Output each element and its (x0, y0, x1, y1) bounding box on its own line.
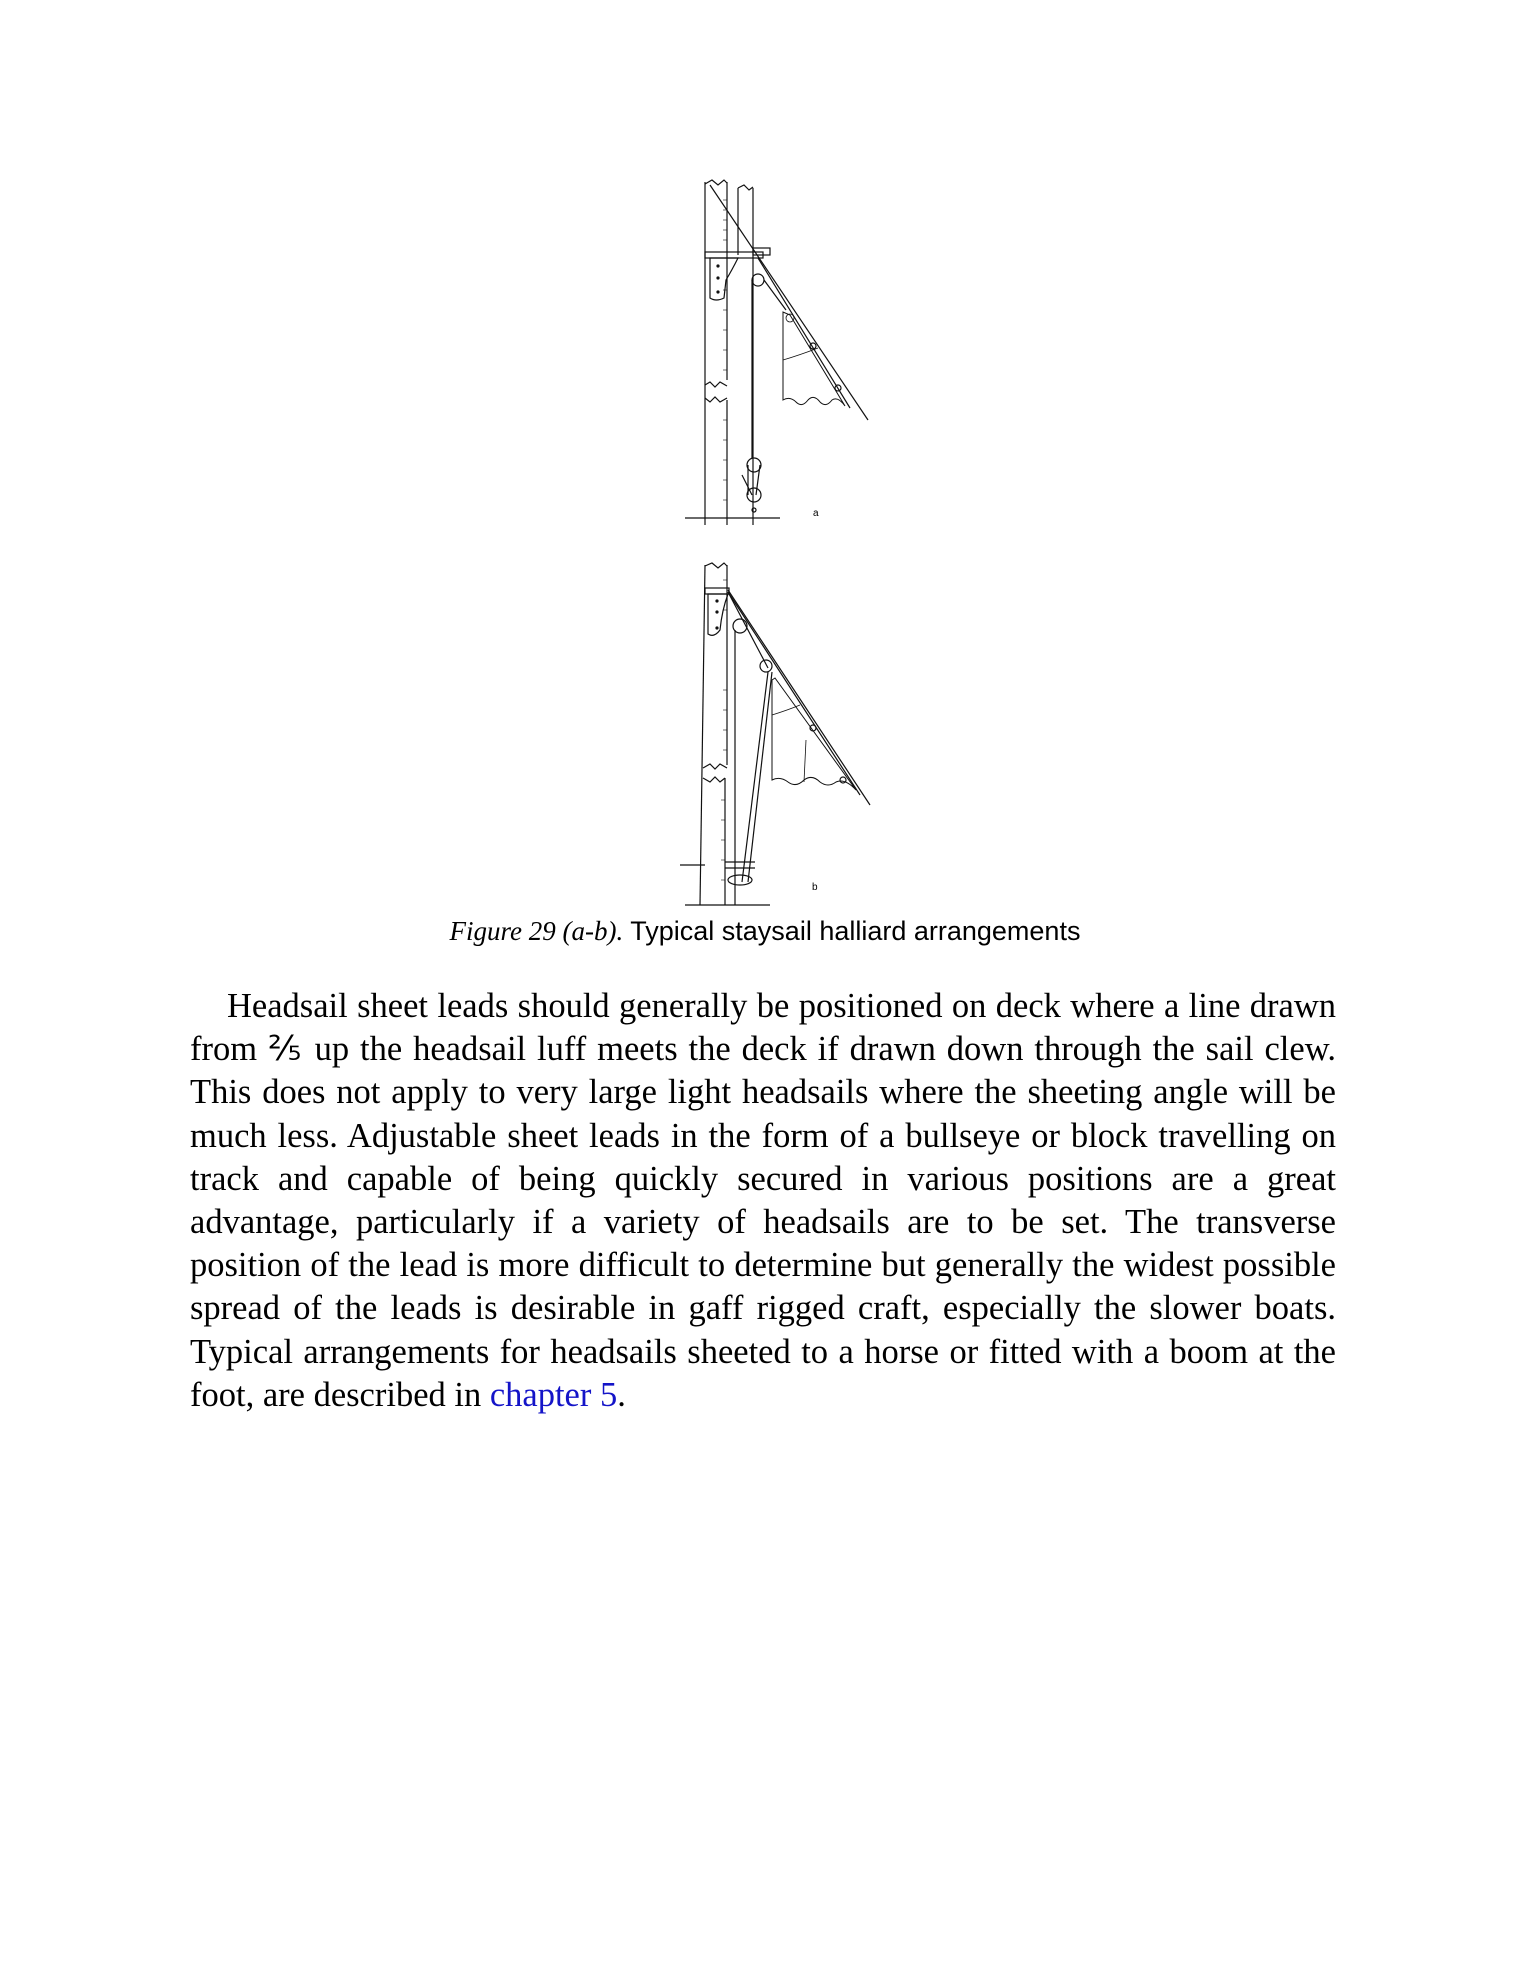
figure-caption-text: Typical staysail halliard arrangements (623, 916, 1081, 946)
chapter-5-link[interactable]: chapter 5 (489, 1375, 618, 1414)
panel-b-label: b (812, 882, 818, 893)
panel-a-label: a (813, 508, 819, 519)
staysail-halliard-diagram-a (660, 170, 880, 530)
staysail-halliard-diagram-b (660, 550, 880, 910)
figure-29a-illustration (660, 170, 880, 530)
figure-29b-illustration (660, 550, 880, 910)
figure-caption (0, 914, 1530, 948)
figure-caption-label: Figure 29 (a-b). (449, 916, 624, 946)
body-paragraph (190, 985, 1336, 1417)
paragraph-end-punctuation: . (617, 1375, 626, 1414)
paragraph-text: Headsail sheet leads should generally be positioned on deck where a line drawn from ⅖ up the headsail luff meets the deck if drawn down through the sail clew. This does not apply to very large light headsails where the sheeting angle will be much less. Adjustable sheet leads in the form of a bullseye or block travelling on track and capable of being quickly secured in various positions are a great advantage, particularly if a variety of headsails are to be set. The transverse position of the lead is more difficult to determine but generally the widest possible spread of the leads is desirable in gaff rigged craft, especially the slower boats. Typical arrangements for headsails sheeted to a horse or fitted with a boom at the foot, are described in (190, 987, 1336, 1414)
